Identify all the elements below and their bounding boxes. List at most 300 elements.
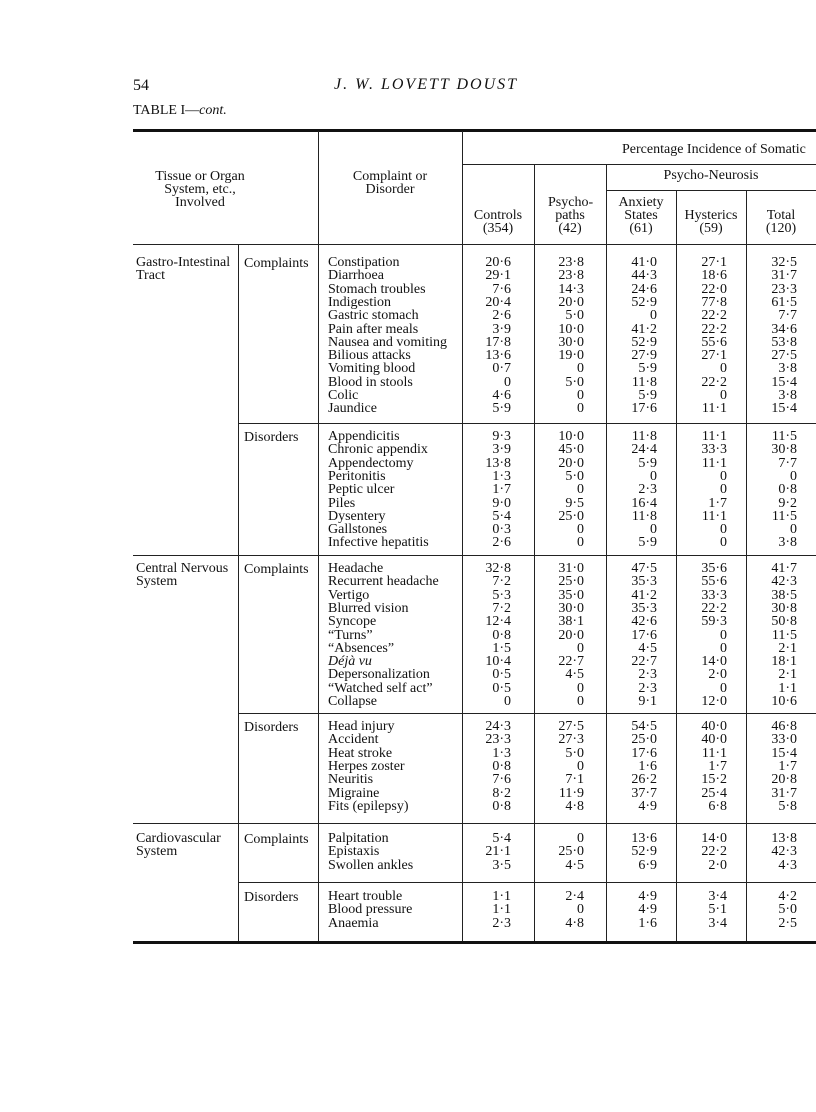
- cell-total: 5·8: [778, 798, 797, 814]
- cell-total: 30·8: [771, 600, 797, 616]
- cell-hysterics: 33·3: [701, 587, 727, 603]
- cell-hysterics: 40·0: [701, 719, 727, 734]
- header-total-n: (120): [765, 221, 797, 236]
- cell-total: 61·5: [771, 294, 797, 310]
- cell-hysterics: 22·0: [701, 281, 727, 297]
- row-label: Appendicitis: [328, 429, 400, 444]
- cell-hysterics: 0: [720, 535, 727, 551]
- cell-total: 7·7: [778, 308, 797, 324]
- cell-total: 42·3: [771, 574, 797, 590]
- cell-controls: 0: [504, 374, 511, 390]
- cell-total: 34·6: [771, 321, 797, 337]
- cell-controls: 0·5: [492, 667, 511, 683]
- group-rule-cns: [238, 713, 816, 714]
- cell-total: 2·1: [778, 667, 797, 683]
- row-label: Epistaxis: [328, 844, 380, 860]
- cell-psychopaths: 23·8: [558, 255, 584, 270]
- cell-anxiety: 41·2: [631, 321, 657, 337]
- row-label: Swollen ankles: [328, 857, 414, 873]
- group-label: Complaints: [244, 562, 309, 577]
- cell-controls: 20·4: [485, 294, 511, 310]
- cell-psychopaths: 0: [577, 902, 584, 918]
- table-bottom-rule: [133, 941, 816, 944]
- cell-hysterics: 3·4: [708, 889, 727, 904]
- cell-hysterics: 55·6: [701, 574, 727, 590]
- row-label: Gallstones: [328, 522, 388, 538]
- cell-controls: 3·9: [492, 321, 511, 337]
- row-label: Blurred vision: [328, 600, 409, 616]
- cell-anxiety: 1·6: [638, 758, 657, 774]
- cell-anxiety: 4·9: [638, 889, 657, 904]
- cell-psychopaths: 30·0: [558, 600, 584, 616]
- cell-psychopaths: 31·0: [558, 561, 584, 576]
- header-anxiety: [606, 196, 676, 235]
- cell-psychopaths: 22·7: [558, 654, 584, 670]
- cell-anxiety: 17·6: [631, 627, 657, 643]
- row-label: Vomiting blood: [328, 361, 416, 377]
- cell-psychopaths: 0: [577, 522, 584, 538]
- cell-controls: 1·1: [492, 902, 511, 918]
- cell-controls: 5·4: [492, 831, 511, 846]
- header-psychopaths-label: Psycho- paths: [548, 195, 594, 223]
- cell-hysterics: 11·1: [701, 429, 727, 444]
- psycho-neurosis-rule: [606, 190, 816, 191]
- section-rule-cns-cv: [133, 823, 816, 824]
- cell-controls: 3·9: [492, 442, 511, 458]
- cell-psychopaths: 0: [577, 694, 584, 709]
- cell-psychopaths: 11·9: [558, 785, 584, 801]
- cell-total: 3·8: [778, 535, 797, 551]
- row-label: Appendectomy: [328, 455, 414, 471]
- cell-controls: 5·4: [492, 508, 511, 524]
- col-rule-group: [238, 245, 239, 941]
- cell-anxiety: 52·9: [631, 844, 657, 860]
- cell-controls: 17·8: [485, 334, 511, 350]
- cell-psychopaths: 7·1: [565, 772, 584, 788]
- row-label: Jaundice: [328, 401, 377, 417]
- header-psycho-neurosis: Psycho-Neurosis: [663, 168, 759, 183]
- cell-hysterics: 6·8: [708, 798, 727, 814]
- row-label: Pain after meals: [328, 321, 419, 337]
- row-label: Bilious attacks: [328, 348, 411, 364]
- cell-anxiety: 44·3: [631, 268, 657, 284]
- cell-hysterics: 0: [720, 482, 727, 498]
- cell-anxiety: 2·3: [638, 680, 657, 696]
- cell-psychopaths: 27·3: [558, 732, 584, 748]
- cell-controls: 2·6: [492, 535, 511, 551]
- table-top-rule: [133, 129, 816, 132]
- row-label: Gastric stomach: [328, 308, 419, 324]
- cell-hysterics: 1·7: [708, 495, 727, 511]
- cell-controls: 1·3: [492, 468, 511, 484]
- row-label: Infective hepatitis: [328, 535, 429, 551]
- cell-hysterics: 0: [720, 522, 727, 538]
- cell-anxiety: 5·9: [638, 535, 657, 551]
- cell-controls: 9·0: [492, 495, 511, 511]
- cell-hysterics: 27·1: [701, 348, 727, 364]
- system-label-gastro-intestinal: Gastro-Intestinal Tract: [136, 255, 231, 284]
- group-rule-cv: [238, 882, 816, 883]
- cell-psychopaths: 10·0: [558, 429, 584, 444]
- row-label: “Turns”: [328, 627, 373, 643]
- cell-psychopaths: 20·0: [558, 294, 584, 310]
- cell-controls: 29·1: [485, 268, 511, 284]
- row-label: Vertigo: [328, 587, 370, 603]
- cell-anxiety: 52·9: [631, 294, 657, 310]
- cell-hysterics: 59·3: [701, 614, 727, 630]
- section-rule-gi-cns: [133, 555, 816, 556]
- cell-hysterics: 77·8: [701, 294, 727, 310]
- cell-hysterics: 2·0: [708, 667, 727, 683]
- cell-anxiety: 54·5: [631, 719, 657, 734]
- header-controls: [462, 209, 534, 235]
- group-rule-gi: [238, 423, 816, 424]
- row-label: Peptic ulcer: [328, 482, 395, 498]
- row-label: Accident: [328, 732, 379, 748]
- cell-psychopaths: 4·8: [565, 798, 584, 814]
- cell-psychopaths: 45·0: [558, 442, 584, 458]
- cell-psychopaths: 5·0: [565, 374, 584, 390]
- cell-controls: 13·6: [485, 348, 511, 364]
- cell-controls: 7·2: [492, 600, 511, 616]
- cell-psychopaths: 14·3: [558, 281, 584, 297]
- cell-anxiety: 37·7: [631, 785, 657, 801]
- cell-psychopaths: 4·5: [565, 667, 584, 683]
- row-label: Chronic appendix: [328, 442, 428, 458]
- row-label: Nausea and vomiting: [328, 334, 447, 350]
- cell-controls: 21·1: [485, 844, 511, 860]
- cell-psychopaths: 20·0: [558, 455, 584, 471]
- cell-psychopaths: 25·0: [558, 574, 584, 590]
- cell-hysterics: 11·1: [701, 455, 727, 471]
- cell-controls: 2·3: [492, 915, 511, 931]
- row-label: Piles: [328, 495, 356, 511]
- row-label: Neuritis: [328, 772, 374, 788]
- cell-psychopaths: 23·8: [558, 268, 584, 284]
- cell-hysterics: 11·1: [701, 745, 727, 761]
- cell-hysterics: 3·4: [708, 915, 727, 931]
- header-hysterics-n: (59): [699, 221, 723, 236]
- header-anxiety-n: (61): [629, 221, 653, 236]
- header-total: [746, 209, 816, 235]
- pct-title-rule: [462, 164, 816, 165]
- cell-anxiety: 22·7: [631, 654, 657, 670]
- cell-anxiety: 5·9: [638, 388, 657, 403]
- header-psychopaths-n: (42): [558, 221, 582, 236]
- row-label: Blood pressure: [328, 902, 413, 918]
- cell-controls: 0·3: [492, 522, 511, 538]
- cell-anxiety: 11·8: [631, 374, 657, 390]
- cell-psychopaths: 5·0: [565, 745, 584, 761]
- cell-anxiety: 25·0: [631, 732, 657, 748]
- cell-controls: 1·1: [492, 889, 511, 904]
- group-label: Disorders: [244, 430, 299, 445]
- cell-controls: 0·5: [492, 680, 511, 696]
- cell-total: 15·4: [771, 401, 797, 417]
- cell-total: 41·7: [771, 561, 797, 576]
- cell-total: 11·5: [771, 508, 797, 524]
- cell-controls: 32·8: [485, 561, 511, 576]
- cell-psychopaths: 27·5: [558, 719, 584, 734]
- cell-total: 5·0: [778, 902, 797, 918]
- cell-anxiety: 6·9: [638, 857, 657, 873]
- cell-anxiety: 4·5: [638, 640, 657, 656]
- cell-hysterics: 22·2: [701, 321, 727, 337]
- page-number: 54: [133, 77, 149, 94]
- cell-controls: 13·8: [485, 455, 511, 471]
- cell-anxiety: 4·9: [638, 798, 657, 814]
- cell-controls: 9·3: [492, 429, 511, 444]
- row-label: Herpes zoster: [328, 758, 405, 774]
- cell-hysterics: 55·6: [701, 334, 727, 350]
- row-label: Collapse: [328, 694, 377, 709]
- cell-controls: 0·7: [492, 361, 511, 377]
- cell-anxiety: 16·4: [631, 495, 657, 511]
- cell-total: 11·5: [771, 429, 797, 444]
- cell-controls: 7·2: [492, 574, 511, 590]
- cell-hysterics: 22·2: [701, 374, 727, 390]
- cell-hysterics: 0: [720, 361, 727, 377]
- row-label: Fits (epilepsy): [328, 798, 409, 814]
- cell-hysterics: 27·1: [701, 255, 727, 270]
- row-label: Heart trouble: [328, 889, 403, 904]
- cell-total: 2·5: [778, 915, 797, 931]
- cell-anxiety: 41·2: [631, 587, 657, 603]
- cell-total: 1·7: [778, 758, 797, 774]
- cell-total: 30·8: [771, 442, 797, 458]
- cell-psychopaths: 0: [577, 758, 584, 774]
- table-caption-main: TABLE I—: [133, 103, 200, 118]
- cell-hysterics: 11·1: [701, 508, 727, 524]
- cell-hysterics: 0: [720, 468, 727, 484]
- cell-hysterics: 0: [720, 680, 727, 696]
- cell-psychopaths: 5·0: [565, 308, 584, 324]
- cell-total: 1·1: [778, 680, 797, 696]
- cell-hysterics: 0: [720, 627, 727, 643]
- cell-hysterics: 22·2: [701, 600, 727, 616]
- cell-psychopaths: 19·0: [558, 348, 584, 364]
- cell-total: 9·2: [778, 495, 797, 511]
- row-label: Palpitation: [328, 831, 389, 846]
- row-label: Headache: [328, 561, 384, 576]
- cell-total: 27·5: [771, 348, 797, 364]
- cell-controls: 1·5: [492, 640, 511, 656]
- cell-anxiety: 17·6: [631, 401, 657, 417]
- cell-controls: 8·2: [492, 785, 511, 801]
- cell-hysterics: 12·0: [701, 694, 727, 709]
- cell-controls: 3·5: [492, 857, 511, 873]
- cell-total: 18·1: [771, 654, 797, 670]
- cell-total: 7·7: [778, 455, 797, 471]
- row-label: Diarrhoea: [328, 268, 384, 284]
- cell-psychopaths: 0: [577, 401, 584, 417]
- cell-psychopaths: 0: [577, 831, 584, 846]
- cell-controls: 0·8: [492, 758, 511, 774]
- running-head: J. W. LOVETT DOUST: [334, 76, 519, 93]
- cell-anxiety: 5·9: [638, 455, 657, 471]
- cell-hysterics: 22·2: [701, 308, 727, 324]
- table-caption: [133, 103, 227, 119]
- cell-anxiety: 41·0: [631, 255, 657, 270]
- row-label: Recurrent headache: [328, 574, 439, 590]
- cell-hysterics: 35·6: [701, 561, 727, 576]
- group-label: Complaints: [244, 256, 309, 271]
- row-label: Head injury: [328, 719, 395, 734]
- cell-controls: 23·3: [485, 732, 511, 748]
- cell-hysterics: 0: [720, 640, 727, 656]
- cell-psychopaths: 0: [577, 680, 584, 696]
- cell-total: 11·5: [771, 627, 797, 643]
- row-label: Peritonitis: [328, 468, 386, 484]
- cell-anxiety: 42·6: [631, 614, 657, 630]
- cell-psychopaths: 4·8: [565, 915, 584, 931]
- cell-total: 4·2: [778, 889, 797, 904]
- cell-total: 15·4: [771, 374, 797, 390]
- cell-total: 15·4: [771, 745, 797, 761]
- header-anxiety-label: Anxiety States: [618, 195, 664, 223]
- row-label: “Watched self act”: [328, 680, 433, 696]
- cell-psychopaths: 0: [577, 640, 584, 656]
- row-label: Blood in stools: [328, 374, 413, 390]
- cell-hysterics: 40·0: [701, 732, 727, 748]
- cell-hysterics: 33·3: [701, 442, 727, 458]
- header-bottom-rule: [133, 244, 816, 245]
- header-hysterics: [676, 209, 746, 235]
- cell-hysterics: 18·6: [701, 268, 727, 284]
- cell-psychopaths: 38·1: [558, 614, 584, 630]
- header-complaint: Complaint or Disorder: [352, 169, 428, 197]
- cell-anxiety: 24·6: [631, 281, 657, 297]
- cell-hysterics: 25·4: [701, 785, 727, 801]
- cell-psychopaths: 0: [577, 535, 584, 551]
- cell-controls: 12·4: [485, 614, 511, 630]
- row-label: Dysentery: [328, 508, 386, 524]
- cell-anxiety: 0: [650, 308, 657, 324]
- cell-hysterics: 0: [720, 388, 727, 403]
- cell-controls: 0: [504, 694, 511, 709]
- cell-controls: 24·3: [485, 719, 511, 734]
- cell-anxiety: 35·3: [631, 600, 657, 616]
- cell-anxiety: 2·3: [638, 482, 657, 498]
- row-label: Migraine: [328, 785, 380, 801]
- cell-total: 38·5: [771, 587, 797, 603]
- group-label: Disorders: [244, 720, 299, 735]
- group-label: Disorders: [244, 890, 299, 905]
- cell-controls: 5·3: [492, 587, 511, 603]
- cell-total: 31·7: [771, 268, 797, 284]
- header-pct-title: Percentage Incidence of Somatic: [622, 142, 806, 157]
- row-label: Colic: [328, 388, 359, 403]
- cell-psychopaths: 9·5: [565, 495, 584, 511]
- header-hysterics-label: Hysterics: [684, 208, 738, 223]
- cell-anxiety: 17·6: [631, 745, 657, 761]
- cell-total: 33·0: [771, 732, 797, 748]
- group-label: Complaints: [244, 832, 309, 847]
- cell-anxiety: 24·4: [631, 442, 657, 458]
- cell-psychopaths: 4·5: [565, 857, 584, 873]
- cell-total: 46·8: [771, 719, 797, 734]
- cell-controls: 7·6: [492, 281, 511, 297]
- header-controls-label: Controls: [473, 208, 523, 223]
- cell-anxiety: 0: [650, 468, 657, 484]
- header-total-label: Total: [766, 208, 796, 223]
- cell-total: 0·8: [778, 482, 797, 498]
- row-label: Heat stroke: [328, 745, 393, 761]
- cell-total: 4·3: [778, 857, 797, 873]
- header-system: Tissue or Organ System, etc., Involved: [155, 169, 245, 210]
- cell-controls: 2·6: [492, 308, 511, 324]
- cell-anxiety: 11·8: [631, 508, 657, 524]
- cell-anxiety: 0: [650, 522, 657, 538]
- cell-anxiety: 52·9: [631, 334, 657, 350]
- row-label: Stomach troubles: [328, 281, 426, 297]
- cell-anxiety: 27·9: [631, 348, 657, 364]
- cell-psychopaths: 0: [577, 482, 584, 498]
- cell-psychopaths: 10·0: [558, 321, 584, 337]
- row-label: “Absences”: [328, 640, 395, 656]
- cell-total: 20·8: [771, 772, 797, 788]
- cell-controls: 5·9: [492, 401, 511, 417]
- cell-anxiety: 4·9: [638, 902, 657, 918]
- cell-total: 31·7: [771, 785, 797, 801]
- cell-total: 3·8: [778, 361, 797, 377]
- cell-controls: 7·6: [492, 772, 511, 788]
- cell-total: 10·6: [771, 694, 797, 709]
- system-label-cardiovascular: Cardiovascular System: [136, 831, 221, 860]
- cell-psychopaths: 0: [577, 361, 584, 377]
- cell-hysterics: 14·0: [701, 831, 727, 846]
- cell-psychopaths: 0: [577, 388, 584, 403]
- cell-anxiety: 1·6: [638, 915, 657, 931]
- header-psychopaths: [534, 196, 606, 235]
- cell-total: 42·3: [771, 844, 797, 860]
- row-label: Indigestion: [328, 294, 391, 310]
- cell-hysterics: 5·1: [708, 902, 727, 918]
- cell-total: 50·8: [771, 614, 797, 630]
- cell-total: 13·8: [771, 831, 797, 846]
- cell-hysterics: 15·2: [701, 772, 727, 788]
- cell-psychopaths: 25·0: [558, 508, 584, 524]
- cell-psychopaths: 5·0: [565, 468, 584, 484]
- cell-total: 23·3: [771, 281, 797, 297]
- cell-psychopaths: 30·0: [558, 334, 584, 350]
- cell-hysterics: 11·1: [701, 401, 727, 417]
- row-label: Depersonalization: [328, 667, 430, 683]
- cell-total: 2·1: [778, 640, 797, 656]
- row-label: Syncope: [328, 614, 377, 630]
- cell-controls: 0·8: [492, 627, 511, 643]
- cell-anxiety: 13·6: [631, 831, 657, 846]
- cell-total: 0: [790, 468, 797, 484]
- cell-anxiety: 35·3: [631, 574, 657, 590]
- cell-anxiety: 26·2: [631, 772, 657, 788]
- cell-total: 32·5: [771, 255, 797, 270]
- system-label-central-nervous: Central Nervous System: [136, 561, 229, 590]
- cell-hysterics: 14·0: [701, 654, 727, 670]
- cell-controls: 1·3: [492, 745, 511, 761]
- cell-psychopaths: 35·0: [558, 587, 584, 603]
- col-rule-complaint: [318, 131, 319, 941]
- row-label: Constipation: [328, 255, 400, 270]
- header-controls-n: (354): [482, 221, 514, 236]
- cell-hysterics: 2·0: [708, 857, 727, 873]
- cell-anxiety: 11·8: [631, 429, 657, 444]
- cell-anxiety: 2·3: [638, 667, 657, 683]
- cell-controls: 10·4: [485, 654, 511, 670]
- row-label: Déjà vu: [328, 654, 372, 670]
- cell-total: 0: [790, 522, 797, 538]
- row-label: Anaemia: [328, 915, 379, 931]
